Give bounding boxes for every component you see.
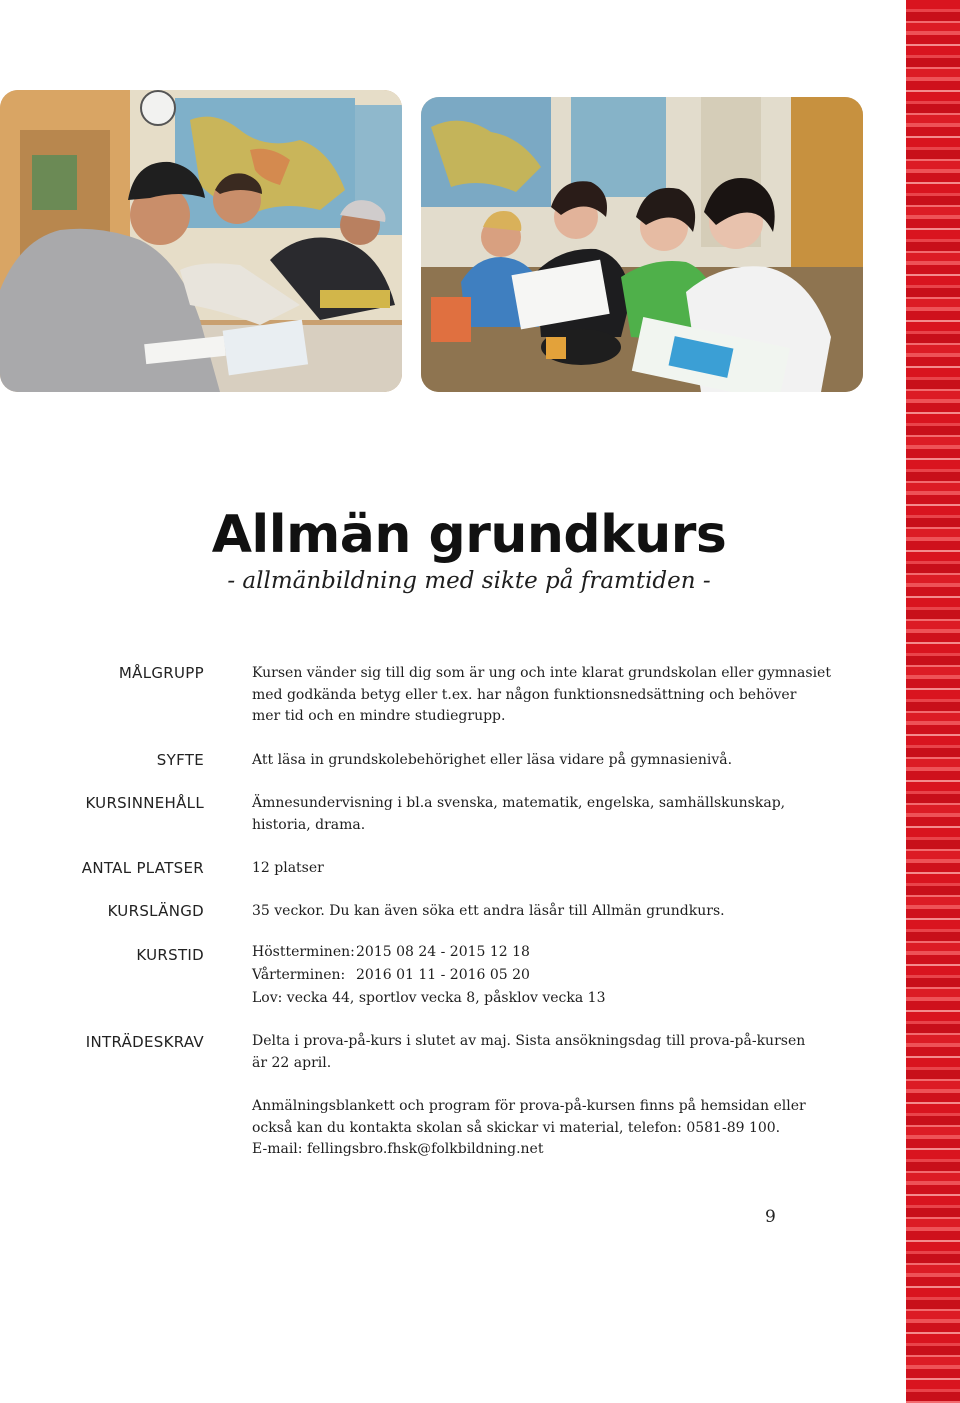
- text-line: med godkända betyg eller t.ex. har någon funktionsnedsättning och behöver: [252, 686, 797, 703]
- label-antal-platser: ANTAL PLATSER: [81, 859, 204, 877]
- text-line: 12 platser: [252, 860, 324, 876]
- text-line: historia, drama.: [252, 816, 366, 833]
- term-dates: 2016 01 11 - 2016 05 20: [356, 967, 530, 983]
- term-dates: 2015 08 24 - 2015 12 18: [356, 944, 530, 960]
- page-subtitle: - allmänbildning med sikte på framtiden -: [227, 568, 711, 594]
- text-kurstid: [252, 941, 812, 1010]
- text-kursinnehall: [252, 793, 812, 836]
- term-row: [252, 941, 812, 964]
- text-line: Anmälningsblankett och program för prova-på-kursen finns på hemsidan eller: [252, 1098, 806, 1114]
- text-line: Att läsa in grundskolebehörighet eller läsa vidare på gymnasienivå.: [252, 752, 733, 768]
- decorative-red-stripe: [906, 0, 960, 1403]
- classroom-photo-left: [0, 90, 402, 392]
- label-syfte: SYFTE: [156, 751, 204, 769]
- holidays-line: Lov: vecka 44, sportlov vecka 8, påsklov vecka 13: [252, 990, 606, 1006]
- text-line: 35 veckor. Du kan även söka ett andra läsår till Allmän grundkurs.: [252, 903, 725, 919]
- classroom-photo-right: [421, 97, 863, 392]
- page-number: 9: [765, 1207, 776, 1227]
- page-title: Allmän grundkurs: [211, 505, 727, 565]
- text-line: mer tid och en mindre studiegrupp.: [252, 708, 506, 724]
- text-syfte: [252, 750, 812, 772]
- classroom-photo-icon: [0, 90, 402, 392]
- text-line: är 22 april.: [252, 1054, 332, 1071]
- text-line: Ämnesundervisning i bl.a svenska, matematik, engelska, samhällskunskap,: [252, 795, 786, 811]
- text-antal-platser: [252, 858, 812, 880]
- label-kurstid: KURSTID: [136, 946, 204, 964]
- text-malgrupp: [252, 663, 831, 728]
- text-kurslangd: [252, 901, 812, 923]
- label-malgrupp: MÅLGRUPP: [118, 664, 204, 682]
- label-intradeskrav: INTRÄDESKRAV: [85, 1033, 204, 1051]
- text-line: också kan du kontakta skolan så skickar vi material, telefon: 0581-89 100.: [252, 1119, 781, 1136]
- term-name: Höstterminen:: [252, 944, 355, 960]
- term-row: [252, 964, 812, 987]
- text-contact: [252, 1096, 812, 1161]
- text-line: Delta i prova-på-kurs i slutet av maj. Sista ansökningsdag till prova-på-kursen: [252, 1033, 806, 1049]
- term-name: Vårterminen:: [252, 967, 346, 983]
- text-intradeskrav: [252, 1031, 812, 1074]
- text-line: Kursen vänder sig till dig som är ung och inte klarat grundskolan eller gymnasiet: [252, 665, 831, 681]
- email-line: E-mail: fellingsbro.fhsk@folkbildning.net: [252, 1141, 544, 1157]
- label-kursinnehall: KURSINNEHÅLL: [85, 794, 204, 812]
- classroom-photo-icon: [421, 97, 863, 392]
- label-kurslangd: KURSLÄNGD: [107, 902, 204, 920]
